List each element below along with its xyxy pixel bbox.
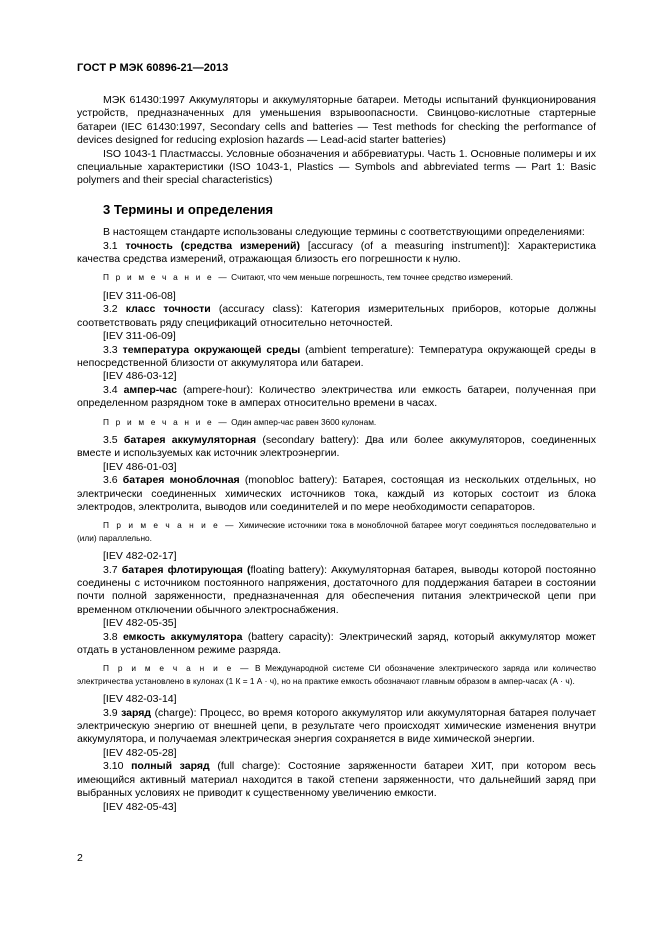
term-number: 3.7	[103, 563, 118, 576]
page-number: 2	[77, 852, 83, 864]
term-definition	[77, 631, 596, 658]
term-name: ампер-час	[123, 383, 178, 396]
term-name: батарея флотирующая (	[121, 563, 251, 576]
iev-reference: [IEV 486-01-03]	[103, 460, 177, 473]
term-name: батарея аккумуляторная	[123, 433, 257, 446]
term-text: (monobloc battery): Батарея, состоящая из нескольких отдельных, но электрически соединенных химических источников тока, каждый из которых состоит из блока электродов, электролита, выводов или соединителей и по мере необходимости сепараторов.	[77, 474, 597, 513]
term-name: заряд	[121, 706, 152, 719]
note-text: В Международной системе СИ обозначение электрического заряда или количество электричества установлено в кулонах (1 К = 1 А · ч), но на практике емкость обозначают главным образом в ампер-часах (А · ч).	[77, 663, 596, 686]
term-text: (ambient temperature): Температура окружающей среды в непосредственной близости от аккумулятора или батареи.	[77, 343, 597, 369]
note	[77, 416, 596, 428]
iev-reference: [IEV 482-03-14]	[103, 693, 177, 706]
term-definition	[77, 303, 596, 330]
iev-reference: [IEV 311-06-08]	[103, 289, 176, 302]
term-text: (ampere-hour): Количество электричества или емкость батареи, полученная при определенном разрядном токе в амперах относительно времени в часах.	[77, 383, 596, 410]
document-body	[77, 94, 596, 814]
iev-reference: [IEV 482-05-43]	[103, 800, 177, 813]
term-definition	[77, 240, 596, 267]
term-text: (full charge): Состояние заряженности батареи ХИТ, при котором весь имеющийся активный материал находится в такой степени заряженности, что дальнейший заряд при выбранных условиях не приводит к существенному увеличению емкости.	[77, 760, 596, 800]
term-number: 3.4	[103, 383, 118, 396]
term-number: 3.9	[103, 706, 118, 719]
term-number: 3.3	[103, 343, 118, 356]
term-text: (secondary battery): Два или более аккумуляторов, соединенных вместе и используемых как источник электроэнергии.	[77, 433, 596, 460]
note	[77, 662, 596, 687]
term-name: температура окружающей среды	[122, 343, 301, 356]
term-text: (accuracy class): Категория измерительных приборов, которые должны соответствовать ряду спецификаций относительно неточностей.	[77, 303, 597, 329]
term-text: (charge): Процесс, во время которого аккумулятор или аккумуляторная батарея получает электрическую энергию от внешней цепи, в результате чего происходят химические изменения внутри аккумулятора, и получаемая электрическая энергия сохраняется в виде химической энергии.	[77, 706, 597, 746]
section-intro: В настоящем стандарте использованы следующие термины с соответствующими определениями:	[103, 226, 585, 239]
term-definition	[77, 564, 596, 618]
term-definition	[77, 344, 596, 371]
term-definition	[77, 434, 596, 461]
note-label: П р и м е ч а н и е —	[103, 272, 229, 283]
iev-reference: [IEV 311-06-09]	[103, 330, 176, 343]
term-name: точность (средства измерений)	[125, 239, 300, 252]
note-label: П р и м е ч а н и е —	[103, 663, 251, 674]
iev-reference: [IEV 482-05-28]	[103, 746, 177, 759]
term-number: 3.8	[103, 630, 118, 643]
term-name: емкость аккумулятора	[122, 630, 243, 643]
document-header: ГОСТ Р МЭК 60896-21—2013	[77, 62, 229, 74]
term-definition	[77, 384, 596, 411]
term-text: floating battery): Аккумуляторная батарея, выводы которой постоянно соединены с источником постоянного напряжения, достаточного для поддержания батареи в состоянии почти полной заряженности, предназначенная для обеспечения питания электрической цепи при временном отключении обычного электроснабжения.	[77, 563, 596, 616]
term-name: батарея моноблочная	[122, 474, 240, 487]
term-text: (battery capacity): Электрический заряд, который аккумулятор может отдать в установленном режиме разряда.	[77, 630, 596, 657]
note	[77, 519, 596, 544]
note-label: П р и м е ч а н и е —	[103, 416, 229, 427]
note-text: Считают, что чем меньше погрешность, тем точнее средство измерений.	[228, 272, 513, 283]
section-title: 3 Термины и определения	[103, 201, 274, 217]
normative-reference: ISO 1043-1 Пластмассы. Условные обозначения и аббревиатуры. Часть 1. Основные полимеры и их специальные характеристики (ISO 1043-1, Plastics — Symbols and abbreviated terms — Part 1: Basic polymers and their special characteristics)	[77, 147, 596, 187]
term-definition	[77, 707, 596, 747]
term-definition	[77, 760, 596, 800]
term-number: 3.5	[103, 433, 118, 446]
term-text: [accuracy (of a measuring instrument)]: Характеристика качества средства измерений, отражающая близость его погрешности к нулю.	[77, 239, 596, 266]
iev-reference: [IEV 482-05-35]	[103, 617, 177, 630]
note	[77, 271, 596, 283]
iev-reference: [IEV 486-03-12]	[103, 370, 177, 383]
term-number: 3.10	[103, 760, 124, 773]
term-definition	[77, 474, 596, 514]
note-text: Химические источники тока в моноблочной батарее могут соединяться последовательно и (или) параллельно.	[77, 520, 596, 543]
term-number: 3.6	[103, 474, 118, 487]
term-number: 3.1	[103, 239, 118, 252]
term-name: класс точности	[125, 303, 211, 316]
term-name: полный заряд	[131, 760, 210, 773]
term-number: 3.2	[103, 303, 118, 316]
normative-reference: МЭК 61430:1997 Аккумуляторы и аккумуляторные батареи. Методы испытаний функционирования устройств, предназначенных для уменьшения взрывоопасности. Свинцово-кислотные стартерные батареи (IEC 61430:1997, Secondary cells and batteries — Test methods for checking the performance of devices designed for reducing explosion hazards — Lead-acid starter batteries)	[77, 94, 596, 147]
iev-reference: [IEV 482-02-17]	[103, 550, 177, 563]
note-text: Один ампер-час равен 3600 кулонам.	[228, 416, 377, 427]
note-label: П р и м е ч а н и е —	[103, 520, 236, 531]
